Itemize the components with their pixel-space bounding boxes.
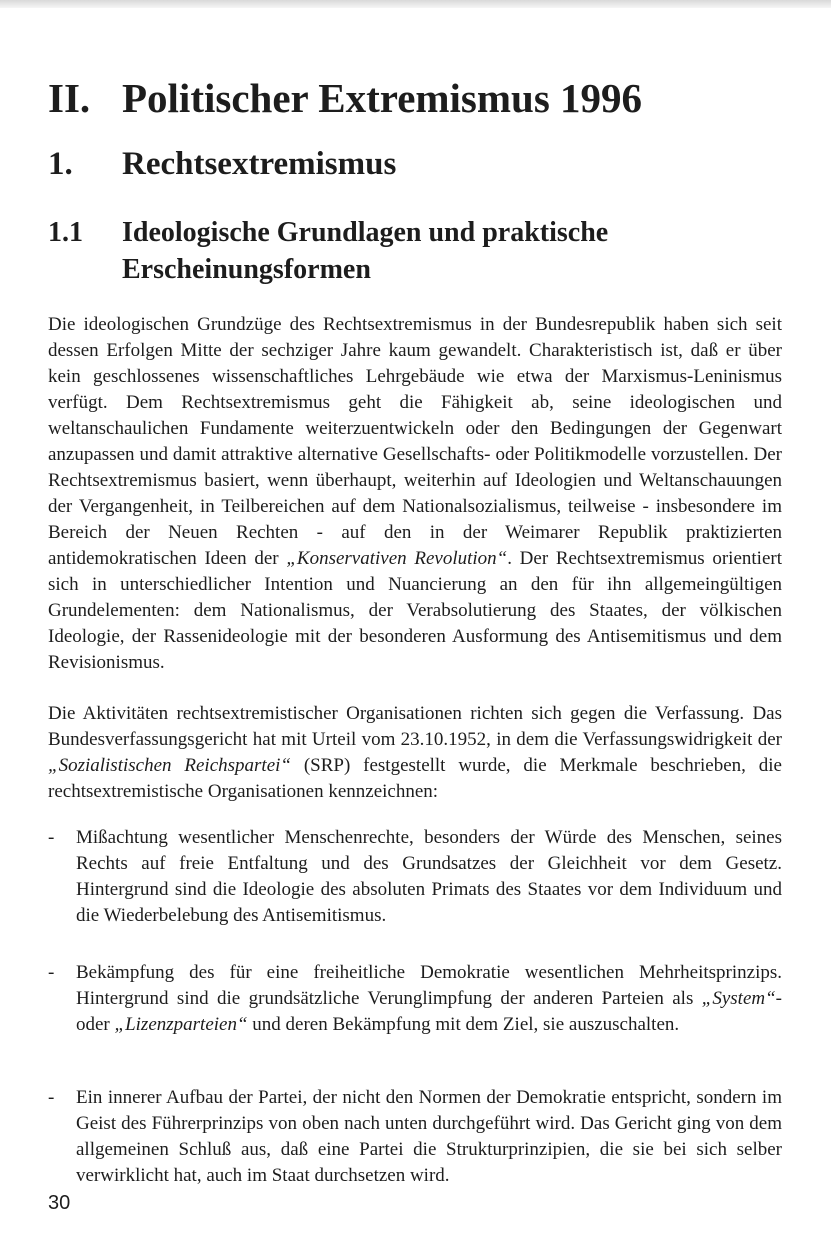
italic-term: „System“: [701, 988, 776, 1009]
bullet-dash: -: [48, 1087, 55, 1108]
subsection-title: Ideologische Grundlagen und praktische Erscheinungsformen: [122, 217, 609, 285]
italic-term: „Lizenzparteien“: [114, 1014, 248, 1035]
italic-term: „Sozialistischen Reichspartei“: [48, 755, 291, 776]
subsection-number: 1.1: [48, 217, 83, 248]
chapter-heading: [48, 74, 642, 122]
body-paragraph-1: Die ideologischen Grundzüge des Rechtsextremismus in der Bundesrepublik haben sich seit dessen Erfolgen Mitte der sechziger Jahre kaum gewandelt. Charakteristisch ist, daß er über kein geschlossenes wissenschaftliches Lehrgebäude wie etwa der Marxismus-Leninismus verfügt. Dem Rechtsextremismus geht die Fähigkeit ab, seine ideologischen und weltanschaulichen Fundamente weiterzuentwickeln oder den Bedingungen der Gegenwart anzupassen und damit attraktive alternative Gesellschafts- oder Politikmodelle vorzustellen. Der Rechtsextremismus basiert, wenn überhaupt, weiterhin auf Ideologien und Weltanschauungen der Vergangenheit, in Teilbereichen auf dem Nationalsozialismus, teilweise - insbesondere im Bereich der Neuen Rechten - auf den in der Weimarer Republik praktizierten antidemokratischen Ideen der „Konservativen Revolution“. Der Rechtsextremismus orientiert sich in unterschiedlicher Intention und Nuancierung an den für ihn allgemeingültigen Grundelementen: dem Nationalismus, der Verabsolutierung des Staates, der völkischen Ideologie, der Rassenideologie mit der besonderen Ausformung des Antisemitismus und dem Revisionismus.: [48, 314, 782, 673]
section-title: Rechtsextremismus: [122, 146, 397, 182]
bullet-dash: -: [48, 962, 55, 983]
italic-term: „Konservativen Revolution“: [286, 548, 508, 569]
list-item-text: Mißachtung wesentlicher Menschenrechte, besonders der Würde des Menschen, seines Rechts auf freie Entfaltung und des Grundsatzes der Gleichheit vor dem Gesetz. Hintergrund sind die Ideologie des absoluten Primats des Staates vor dem Individuum und die Wiederbelebung des Antisemitismus.: [76, 827, 782, 926]
chapter-number: II.: [48, 75, 91, 121]
scan-top-edge: [0, 0, 831, 8]
bullet-dash: -: [48, 827, 55, 848]
body-paragraph-2: Die Aktivitäten rechtsextremistischer Organisationen richten sich gegen die Verfassung. Das Bundesverfassungsgericht hat mit Urteil vom 23.10.1952, in dem die Verfassungswidrigkeit der „Sozialistischen Reichspartei“ (SRP) festgestellt wurde, die Merkmale beschrieben, die rechtsextremistische Organisationen kennzeichnen:: [48, 703, 782, 802]
section-heading: [48, 146, 396, 183]
page-number: 30: [48, 1192, 71, 1214]
list-item-text: Ein innerer Aufbau der Partei, der nicht den Normen der Demokratie entspricht, sondern im Geist des Führerprinzips von oben nach unten durchgeführt wird. Das Gericht ging von dem allgemeinen Schluß aus, daß eine Partei die Strukturprinzipien, die sie bei sich selber verwirklicht hat, auch im Staat durchsetzen wird.: [76, 1087, 782, 1186]
list-item-text: Bekämpfung des für eine freiheitliche Demokratie wesentlichen Mehrheitsprinzips. Hintergrund sind die grundsätzliche Verunglimpfung der anderen Parteien als „System“- oder „Lizenzparteien“ und deren Bekämpfung mit dem Ziel, sie auszuschalten.: [76, 962, 782, 1035]
chapter-title: Politischer Extremismus 1996: [122, 75, 643, 121]
section-number: 1.: [48, 146, 73, 182]
